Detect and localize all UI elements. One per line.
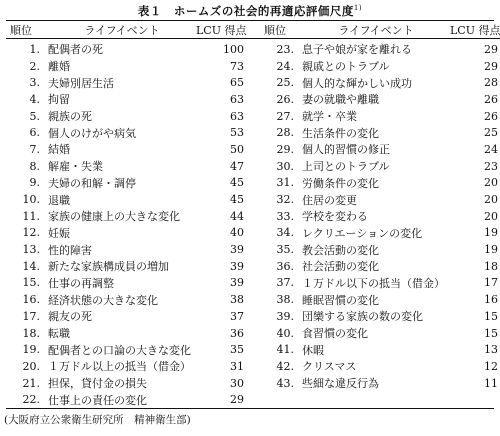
score-cell bbox=[450, 391, 500, 408]
event-cell: 住居の変更 bbox=[302, 193, 357, 207]
rank-cell: 24. bbox=[276, 59, 294, 73]
event-cell: １万ドル以上の抵当（借金） bbox=[48, 360, 191, 374]
rank-cell: 8. bbox=[29, 159, 40, 173]
header-score-right: LCU 得点 bbox=[450, 21, 500, 39]
column-gap bbox=[252, 258, 260, 275]
score-cell: 73 bbox=[230, 59, 244, 73]
score-cell: 20 bbox=[484, 193, 498, 207]
table-row bbox=[6, 375, 500, 392]
event-cell: 仕事の再調整 bbox=[48, 276, 114, 290]
score-cell: 19 bbox=[484, 243, 498, 257]
score-cell: 29 bbox=[484, 59, 498, 73]
event-cell: 配偶者との口論の大きな変化 bbox=[48, 343, 191, 357]
column-gap bbox=[252, 325, 260, 342]
table-body bbox=[6, 39, 500, 409]
header-event-right: ライフイベント bbox=[298, 21, 450, 39]
event-cell: 新たな家族構成員の増加 bbox=[48, 260, 169, 274]
rank-cell: 17. bbox=[22, 309, 40, 323]
header-rank-right: 順位 bbox=[260, 21, 298, 39]
table-header-row bbox=[6, 21, 500, 39]
rank-cell: 7. bbox=[29, 142, 40, 156]
event-cell: 仕事上の責任の変化 bbox=[48, 393, 147, 407]
event-cell: 生活条件の変化 bbox=[302, 126, 379, 140]
rank-cell bbox=[260, 391, 298, 408]
score-cell: 65 bbox=[230, 76, 244, 90]
column-gap bbox=[252, 358, 260, 375]
score-cell: 26 bbox=[484, 92, 498, 106]
event-cell: 息子や娘が家を離れる bbox=[302, 43, 412, 57]
score-cell: 50 bbox=[230, 142, 244, 156]
table-row bbox=[6, 141, 500, 158]
table-row bbox=[6, 58, 500, 75]
event-cell: 担保，貸付金の損失 bbox=[48, 377, 147, 391]
rank-cell: 19. bbox=[22, 343, 40, 357]
event-cell: 上司とのトラブル bbox=[302, 160, 390, 174]
rank-cell: 28. bbox=[276, 126, 294, 140]
column-gap bbox=[252, 225, 260, 242]
score-cell: 15 bbox=[484, 309, 498, 323]
event-cell: レクリエーションの変化 bbox=[302, 226, 423, 240]
event-cell: 夫婦の和解・調停 bbox=[48, 176, 136, 190]
table-row bbox=[6, 74, 500, 91]
rank-cell: 3. bbox=[29, 76, 40, 90]
column-gap bbox=[252, 191, 260, 208]
table-row bbox=[6, 208, 500, 225]
event-cell: 休暇 bbox=[302, 343, 324, 357]
score-cell: 28 bbox=[484, 76, 498, 90]
score-cell: 16 bbox=[484, 293, 498, 307]
table-row bbox=[6, 391, 500, 408]
column-gap bbox=[252, 241, 260, 258]
rank-cell: 32. bbox=[276, 193, 294, 207]
score-cell: 45 bbox=[230, 193, 244, 207]
score-cell: 12 bbox=[484, 359, 498, 373]
event-cell: 配偶者の死 bbox=[48, 43, 103, 57]
table-row bbox=[6, 124, 500, 141]
table-row bbox=[6, 158, 500, 175]
score-cell: 35 bbox=[230, 343, 244, 357]
rank-cell: 37. bbox=[276, 276, 294, 290]
event-cell: 退職 bbox=[48, 193, 70, 207]
event-cell: 団欒する家族の数の変化 bbox=[302, 310, 423, 324]
column-gap bbox=[252, 391, 260, 408]
table-row bbox=[6, 258, 500, 275]
score-cell: 23 bbox=[484, 159, 498, 173]
column-gap bbox=[252, 58, 260, 75]
rank-cell: 12. bbox=[22, 226, 40, 240]
event-cell: 個人的な輝かしい成功 bbox=[302, 76, 412, 90]
event-cell: 親族の死 bbox=[48, 110, 92, 124]
score-cell: 63 bbox=[230, 92, 244, 106]
rank-cell: 39. bbox=[276, 309, 294, 323]
rank-cell: 14. bbox=[22, 259, 40, 273]
header-score-left: LCU 得点 bbox=[196, 21, 252, 39]
event-cell: 結婚 bbox=[48, 143, 70, 157]
score-cell: 24 bbox=[484, 142, 498, 156]
table-row bbox=[6, 241, 500, 258]
score-cell: 30 bbox=[230, 376, 244, 390]
score-cell: 44 bbox=[230, 209, 244, 223]
column-gap bbox=[252, 74, 260, 91]
rank-cell: 33. bbox=[276, 209, 294, 223]
event-cell: 家族の健康上の大きな変化 bbox=[48, 210, 180, 224]
header-rank-left: 順位 bbox=[6, 21, 44, 39]
rank-cell: 43. bbox=[276, 376, 294, 390]
event-cell: 経済状態の大きな変化 bbox=[48, 293, 158, 307]
table-title-text: 表１ ホームズの社会的再適応評価尺度 bbox=[137, 4, 354, 18]
column-gap bbox=[252, 158, 260, 175]
table-row bbox=[6, 91, 500, 108]
event-cell: 妻の就職や離職 bbox=[302, 93, 379, 107]
score-cell: 20 bbox=[484, 209, 498, 223]
column-gap bbox=[252, 141, 260, 158]
score-cell: 15 bbox=[484, 326, 498, 340]
rank-cell: 13. bbox=[22, 243, 40, 257]
rank-cell: 27. bbox=[276, 109, 294, 123]
life-events-table bbox=[6, 20, 500, 409]
table-row bbox=[6, 358, 500, 375]
table-row bbox=[6, 175, 500, 192]
rank-cell: 38. bbox=[276, 293, 294, 307]
event-cell: 就学・卒業 bbox=[302, 110, 357, 124]
score-cell: 38 bbox=[230, 293, 244, 307]
event-cell: 学校を変わる bbox=[302, 210, 368, 224]
event-cell: 労働条件の変化 bbox=[302, 176, 379, 190]
rank-cell: 22. bbox=[22, 393, 40, 407]
score-cell: 29 bbox=[230, 393, 244, 407]
score-cell: 39 bbox=[230, 259, 244, 273]
life-events-table-grid bbox=[6, 21, 500, 408]
column-gap bbox=[252, 375, 260, 392]
column-gap bbox=[252, 275, 260, 292]
column-gap bbox=[252, 91, 260, 108]
event-cell: 親友の死 bbox=[48, 310, 92, 324]
score-cell: 40 bbox=[230, 226, 244, 240]
rank-cell: 35. bbox=[276, 243, 294, 257]
event-cell: 個人のけがや病気 bbox=[48, 126, 136, 140]
rank-cell: 6. bbox=[29, 126, 40, 140]
event-cell: １万ドル以下の抵当（借金） bbox=[302, 276, 445, 290]
source-footnote: (大阪府立公衆衛生研究所 精神衛生部) bbox=[4, 414, 191, 426]
column-gap bbox=[252, 291, 260, 308]
event-cell: 親戚とのトラブル bbox=[302, 60, 390, 74]
rank-cell: 10. bbox=[22, 193, 40, 207]
column-gap bbox=[252, 21, 260, 39]
column-gap bbox=[252, 341, 260, 358]
rank-cell: 9. bbox=[29, 176, 40, 190]
rank-cell: 42. bbox=[276, 359, 294, 373]
event-cell: 睡眠習慣の変化 bbox=[302, 293, 379, 307]
column-gap bbox=[252, 124, 260, 141]
score-cell: 53 bbox=[230, 126, 244, 140]
column-gap bbox=[252, 308, 260, 325]
rank-cell: 15. bbox=[22, 276, 40, 290]
rank-cell: 4. bbox=[29, 92, 40, 106]
score-cell: 47 bbox=[230, 159, 244, 173]
rank-cell: 25. bbox=[276, 76, 294, 90]
event-cell: 食習慣の変化 bbox=[302, 327, 368, 341]
score-cell: 39 bbox=[230, 276, 244, 290]
rank-cell: 20. bbox=[22, 359, 40, 373]
score-cell: 45 bbox=[230, 176, 244, 190]
rank-cell: 16. bbox=[22, 293, 40, 307]
rank-cell: 5. bbox=[29, 109, 40, 123]
event-cell: 解雇・失業 bbox=[48, 160, 103, 174]
column-gap bbox=[252, 108, 260, 125]
score-cell: 36 bbox=[230, 326, 244, 340]
table-row bbox=[6, 108, 500, 125]
rank-cell: 31. bbox=[276, 176, 294, 190]
column-gap bbox=[252, 39, 260, 58]
rank-cell: 29. bbox=[276, 142, 294, 156]
rank-cell: 30. bbox=[276, 159, 294, 173]
score-cell: 11 bbox=[484, 376, 498, 390]
event-cell: 性的障害 bbox=[48, 243, 92, 257]
score-cell: 17 bbox=[484, 276, 498, 290]
table-row bbox=[6, 308, 500, 325]
table-row bbox=[6, 291, 500, 308]
rank-cell: 41. bbox=[276, 343, 294, 357]
score-cell: 18 bbox=[484, 259, 498, 273]
rank-cell: 11. bbox=[22, 209, 40, 223]
event-cell bbox=[298, 391, 450, 408]
event-cell: 個人的習慣の修正 bbox=[302, 143, 390, 157]
table-row bbox=[6, 341, 500, 358]
event-cell: 妊娠 bbox=[48, 226, 70, 240]
table-row bbox=[6, 275, 500, 292]
event-cell: 転職 bbox=[48, 327, 70, 341]
table-title-footnote-mark: 1) bbox=[353, 4, 363, 13]
event-cell: クリスマス bbox=[302, 360, 357, 374]
header-event-left: ライフイベント bbox=[44, 21, 196, 39]
rank-cell: 23. bbox=[276, 42, 294, 56]
score-cell: 31 bbox=[230, 359, 244, 373]
rank-cell: 34. bbox=[276, 226, 294, 240]
score-cell: 39 bbox=[230, 243, 244, 257]
score-cell: 13 bbox=[484, 343, 498, 357]
score-cell: 19 bbox=[484, 226, 498, 240]
event-cell: 離婚 bbox=[48, 60, 70, 74]
table-title bbox=[0, 3, 500, 19]
rank-cell: 1. bbox=[29, 42, 40, 56]
rank-cell: 21. bbox=[22, 376, 40, 390]
column-gap bbox=[252, 208, 260, 225]
event-cell: 夫婦別居生活 bbox=[48, 76, 114, 90]
score-cell: 37 bbox=[230, 309, 244, 323]
table-row bbox=[6, 191, 500, 208]
rank-cell: 2. bbox=[29, 59, 40, 73]
table-row bbox=[6, 39, 500, 58]
event-cell: 社会活動の変化 bbox=[302, 260, 379, 274]
table-row bbox=[6, 325, 500, 342]
event-cell: 拘留 bbox=[48, 93, 70, 107]
rank-cell: 36. bbox=[276, 259, 294, 273]
score-cell: 25 bbox=[484, 126, 498, 140]
event-cell: 些細な違反行為 bbox=[302, 377, 379, 391]
score-cell: 26 bbox=[484, 109, 498, 123]
score-cell: 100 bbox=[223, 42, 244, 56]
score-cell: 63 bbox=[230, 109, 244, 123]
rank-cell: 40. bbox=[276, 326, 294, 340]
event-cell: 教会活動の変化 bbox=[302, 243, 379, 257]
score-cell: 20 bbox=[484, 176, 498, 190]
table-row bbox=[6, 225, 500, 242]
rank-cell: 26. bbox=[276, 92, 294, 106]
rank-cell: 18. bbox=[22, 326, 40, 340]
score-cell: 29 bbox=[484, 42, 498, 56]
column-gap bbox=[252, 175, 260, 192]
